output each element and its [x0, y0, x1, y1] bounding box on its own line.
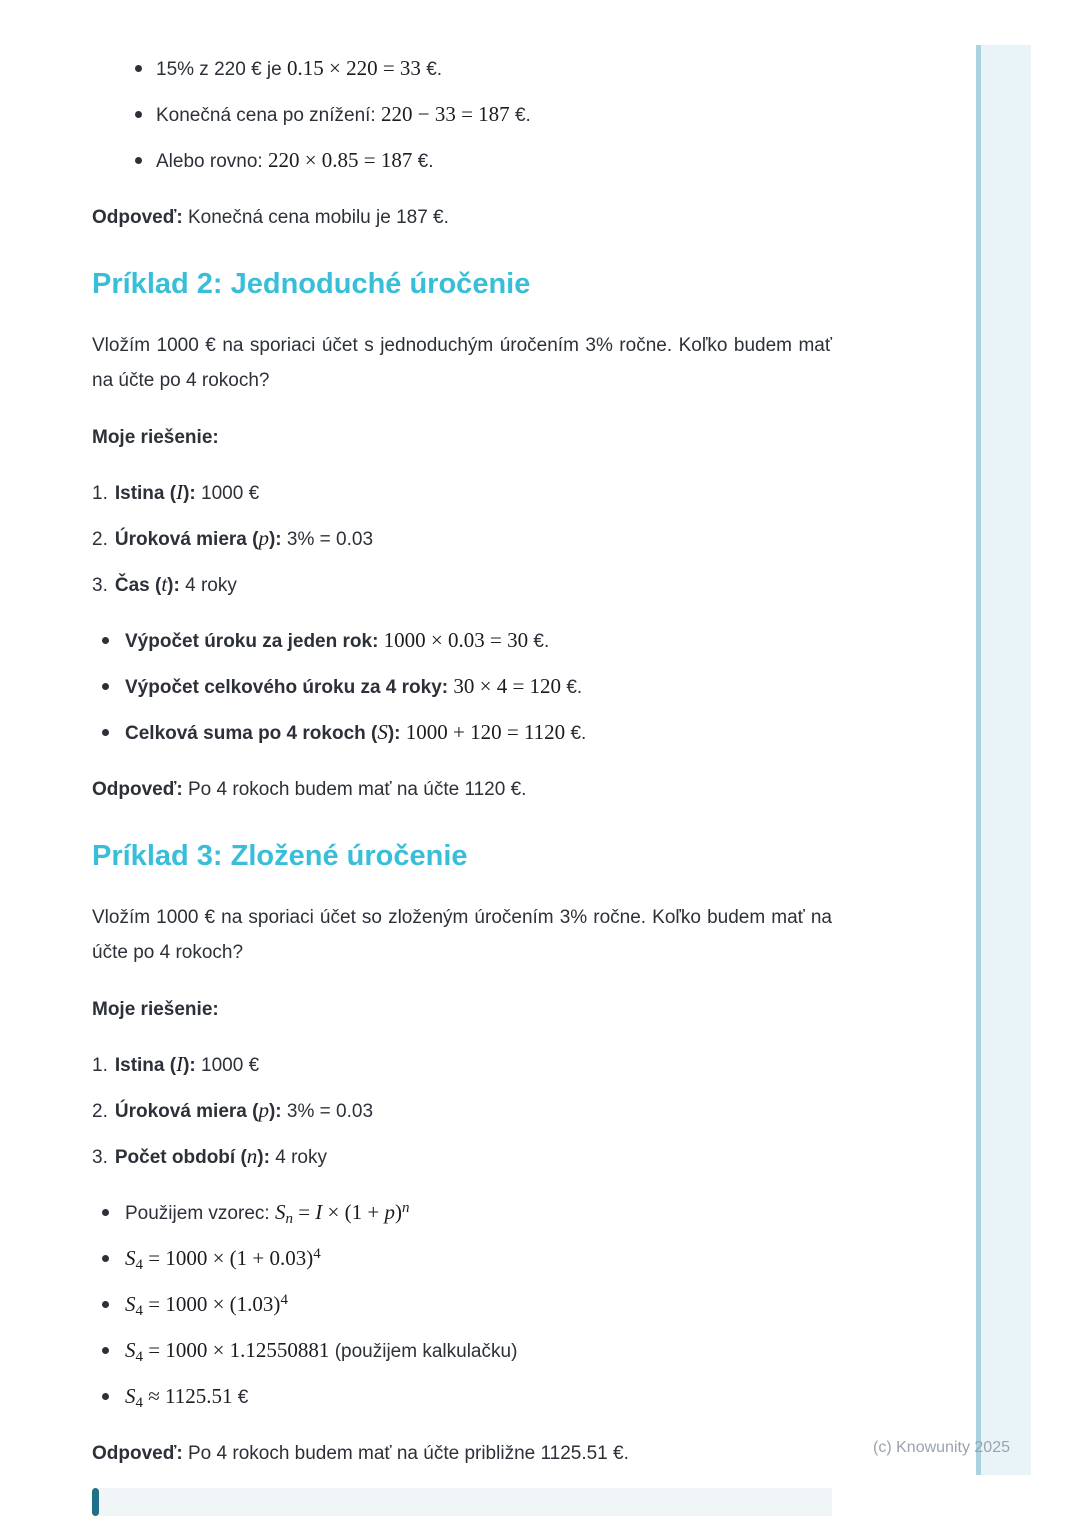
- solution-steps-list: [92, 1050, 832, 1172]
- step-label: Istina (: [114, 483, 177, 504]
- list-item: [92, 1096, 832, 1126]
- calc-label: Výpočet úroku za jeden rok:: [125, 631, 379, 652]
- list-item: [92, 1142, 832, 1172]
- calculation-bullet-list: [92, 626, 832, 748]
- blockquote-background: [99, 1488, 832, 1516]
- list-item: [92, 478, 832, 508]
- math-variable: I: [176, 1052, 184, 1076]
- list-item: [92, 100, 832, 130]
- step-value: 1000 €: [195, 1055, 260, 1076]
- blockquote-preview: [92, 1488, 832, 1516]
- step-label: ):: [257, 1147, 270, 1168]
- item-text: €.: [420, 59, 443, 80]
- step-label: ):: [183, 1055, 196, 1076]
- answer-line: [92, 1440, 832, 1468]
- math-expression: 220 − 33 = 187: [381, 102, 510, 126]
- step-value: 4 roky: [179, 575, 237, 596]
- math-expression: 30 × 4 = 120: [448, 674, 562, 698]
- step-number: 3.: [92, 575, 108, 596]
- item-text: €: [232, 1387, 249, 1408]
- item-text: €.: [412, 151, 434, 172]
- solution-label: Moje riešenie:: [92, 427, 219, 448]
- step-label: ):: [167, 575, 180, 596]
- calc-label: Celková suma po 4 rokoch (: [125, 723, 378, 744]
- math-expression: 1000 × 0.03 = 30: [378, 628, 529, 652]
- answer-label: Odpoveď:: [92, 207, 183, 228]
- calc-label: Výpočet celkového úroku za 4 roky:: [125, 677, 449, 698]
- step-value: 3% = 0.03: [281, 529, 374, 550]
- step-number: 2.: [92, 529, 108, 550]
- math-expression: 1000 + 120 = 1120: [400, 720, 566, 744]
- step-number: 2.: [92, 1101, 108, 1122]
- item-text: €.: [565, 723, 587, 744]
- section-heading-priklad-2: Príklad 2: Jednoduché úročenie: [92, 268, 531, 300]
- page-edge-strip: [976, 45, 1031, 1475]
- step-value: 3% = 0.03: [281, 1101, 374, 1122]
- list-item: [92, 672, 832, 702]
- item-text: Použijem vzorec:: [125, 1203, 275, 1224]
- math-variable: I: [176, 480, 184, 504]
- step-label: ):: [183, 483, 196, 504]
- answer-line: [92, 776, 832, 804]
- item-text: 15% z 220 € je: [156, 59, 287, 80]
- answer-text: Konečná cena mobilu je 187 €.: [182, 207, 449, 228]
- step-label: Čas (: [114, 575, 162, 596]
- math-variable: n: [246, 1144, 258, 1168]
- math-expression: $S_4 = 1000 \times (1 + 0.03)^4$: [125, 1246, 321, 1273]
- item-text: Alebo rovno:: [156, 151, 268, 172]
- step-label: Úroková miera (: [114, 529, 259, 550]
- item-text: Konečná cena po znížení:: [156, 105, 381, 126]
- calc-label: ):: [387, 723, 401, 744]
- math-expression: $S_n = I \times (1 + p)^n$: [274, 1200, 410, 1227]
- list-item: [92, 626, 832, 656]
- intro-bullet-list: [92, 54, 832, 176]
- item-text: €.: [528, 631, 550, 652]
- step-number: 1.: [92, 1055, 108, 1076]
- list-item: [92, 1198, 832, 1228]
- blockquote-accent-bar: [92, 1488, 99, 1516]
- list-item: [92, 570, 832, 600]
- formula-bullet-list: [92, 1198, 832, 1412]
- step-label: Úroková miera (: [114, 1101, 259, 1122]
- step-value: 4 roky: [269, 1147, 327, 1168]
- document-content: [92, 0, 832, 1516]
- item-text: (použijem kalkulačku): [329, 1341, 518, 1362]
- answer-text: Po 4 rokoch budem mať na účte 1120 €.: [182, 779, 527, 800]
- list-item: [92, 1244, 832, 1274]
- math-expression: $S_4 = 1000 \times 1.12550881$: [125, 1338, 330, 1365]
- list-item: [92, 1050, 832, 1080]
- answer-text: Po 4 rokoch budem mať na účte približne 1125.51 €.: [182, 1443, 629, 1464]
- math-variable: p: [258, 526, 269, 550]
- step-value: 1000 €: [195, 483, 260, 504]
- list-item: [92, 1382, 832, 1412]
- step-label: ):: [268, 1101, 282, 1122]
- copyright-note: (c) Knowunity 2025: [873, 1439, 1010, 1456]
- section-heading-priklad-3: Príklad 3: Zložené úročenie: [92, 840, 468, 872]
- list-item: [92, 1336, 832, 1366]
- math-expression: 220 × 0.85 = 187: [267, 148, 413, 172]
- list-item: [92, 54, 832, 84]
- answer-label: Odpoveď:: [92, 1443, 183, 1464]
- solution-steps-list: [92, 478, 832, 600]
- answer-line: [92, 204, 832, 232]
- list-item: [92, 524, 832, 554]
- step-number: 3.: [92, 1147, 108, 1168]
- list-item: [92, 718, 832, 748]
- problem-statement: Vložím 1000 € na sporiaci účet s jednoduchým úročením 3% ročne. Koľko budem mať na účte po 4 rokoch?: [92, 335, 832, 391]
- step-number: 1.: [92, 483, 108, 504]
- math-variable: p: [258, 1098, 269, 1122]
- math-expression: 0.15 × 220 = 33: [286, 56, 421, 80]
- step-label: Počet období (: [114, 1147, 247, 1168]
- list-item: [92, 146, 832, 176]
- math-expression: $S_4 = 1000 \times (1.03)^4$: [125, 1292, 288, 1319]
- list-item: [92, 1290, 832, 1320]
- solution-label: Moje riešenie:: [92, 999, 219, 1020]
- math-variable: t: [161, 572, 168, 596]
- step-label: Istina (: [114, 1055, 177, 1076]
- item-text: €.: [509, 105, 531, 126]
- step-label: ):: [268, 529, 282, 550]
- math-variable: S: [377, 720, 388, 744]
- answer-label: Odpoveď:: [92, 779, 183, 800]
- math-expression: $S_4 \approx 1125.51$: [125, 1384, 233, 1411]
- problem-statement: Vložím 1000 € na sporiaci účet so zloženým úročením 3% ročne. Koľko budem mať na účte po 4 rokoch?: [92, 907, 832, 963]
- item-text: €.: [561, 677, 583, 698]
